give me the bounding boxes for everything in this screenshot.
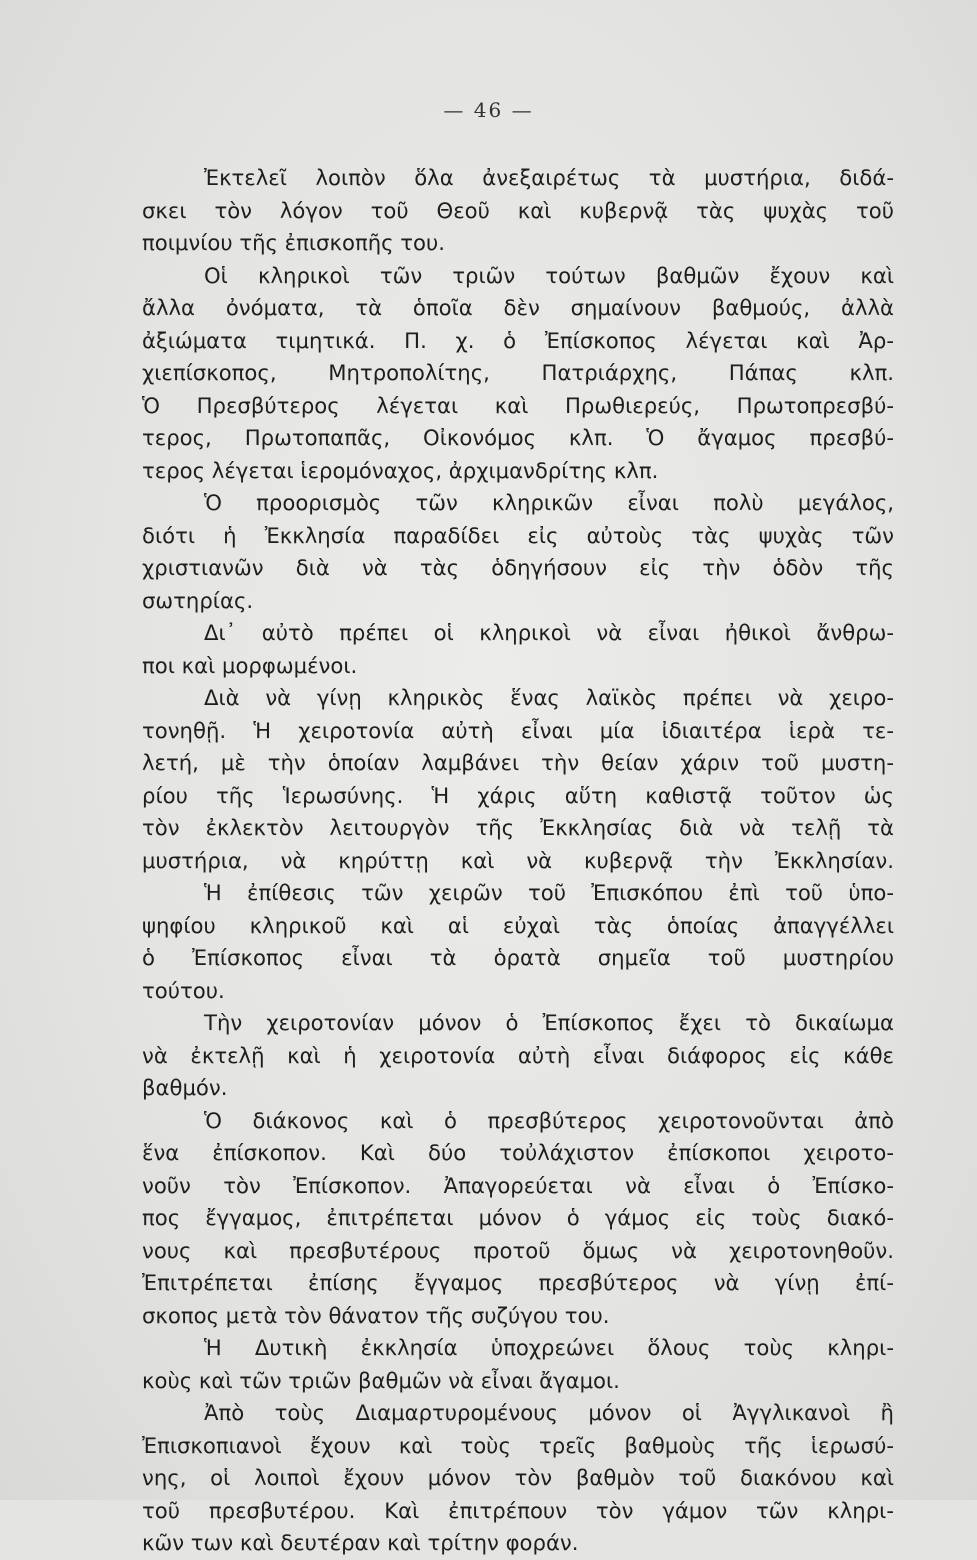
text-line: τερος, Πρωτοπαπᾶς, Οἰκονόμος κλπ. Ὁ ἄγαμος πρεσβύ- (142, 425, 894, 450)
text-line: Οἱ κληρικοὶ τῶν τριῶν τούτων βαθμῶν ἔχουν καὶ (204, 262, 894, 288)
text-line: ἄλλα ὀνόματα, τὰ ὁποῖα δὲν σημαίνουν βαθμούς, ἀλλὰ (142, 295, 894, 320)
text-line: Ἐκτελεῖ λοιπὸν ὅλα ἀνεξαιρέτως τὰ μυστήρια, διδά- (204, 165, 894, 190)
text-line: μυστήρια, νὰ κηρύττῃ καὶ νὰ κυβερνᾷ τὴν Ἐκκλησίαν. (142, 847, 894, 873)
text-line: τοῦ πρεσβυτέρου. Καὶ ἐπιτρέπουν τὸν γάμον τῶν κληρι- (142, 1497, 894, 1523)
text-line: διότι ἡ Ἐκκλησία παραδίδει εἰς αὐτοὺς τὰς ψυχὰς τῶν (142, 522, 894, 548)
text-line: λετή, μὲ τὴν ὁποίαν λαμβάνει τὴν θείαν χάριν τοῦ μυστη- (142, 750, 894, 775)
text-line: Ὁ διάκονος καὶ ὁ πρεσβύτερος χειροτονοῦνται ἀπὸ (204, 1107, 894, 1133)
text-line: Ὁ προορισμὸς τῶν κληρικῶν εἶναι πολὺ μεγάλος, (204, 490, 894, 515)
text-line: τούτου. (142, 977, 225, 1003)
body-text (142, 162, 894, 1560)
text-line: νὰ ἐκτελῇ καὶ ἡ χειροτονία αὐτὴ εἶναι διάφορος εἰς κάθε (142, 1042, 894, 1068)
text-line: ρίου τῆς Ἱερωσύνης. Ἡ χάρις αὕτη καθιστᾷ τοῦτον ὡς (142, 782, 894, 808)
text-line: Ἡ Δυτικὴ ἐκκλησία ὑποχρεώνει ὅλους τοὺς κληρι- (204, 1335, 894, 1360)
text-line: χριστιανῶν διὰ νὰ τὰς ὁδηγήσουν εἰς τὴν ὁδὸν τῆς (142, 555, 894, 580)
text-line: Διὰ νὰ γίνῃ κληρικὸς ἕνας λαϊκὸς πρέπει νὰ χειρο- (204, 685, 894, 710)
text-line: χιεπίσκοπος, Μητροπολίτης, Πατριάρχης, Πάπας κλπ. (142, 360, 894, 385)
text-line: Ἡ ἐπίθεσις τῶν χειρῶν τοῦ Ἐπισκόπου ἐπὶ τοῦ ὑπο- (204, 880, 894, 905)
text-line: πος ἔγγαμος, ἐπιτρέπεται μόνον ὁ γάμος εἰς τοὺς διακό- (142, 1205, 894, 1230)
text-line: τονηθῇ. Ἡ χειροτονία αὐτὴ εἶναι μία ἰδιαιτέρα ἱερὰ τε- (142, 717, 894, 743)
text-line: νοῦν τὸν Ἐπίσκοπον. Ἀπαγορεύεται νὰ εἶναι ὁ Ἐπίσκο- (142, 1172, 894, 1198)
text-line: σκει τὸν λόγον τοῦ Θεοῦ καὶ κυβερνᾷ τὰς ψυχὰς τοῦ (142, 197, 894, 223)
text-line: ὁ Ἐπίσκοπος εἶναι τὰ ὁρατὰ σημεῖα τοῦ μυστηρίου (142, 945, 894, 970)
text-line: τερος λέγεται ἱερομόναχος, ἀρχιμανδρίτης κλπ. (142, 457, 659, 483)
text-line: νους καὶ πρεσβυτέρους προτοῦ ὅμως νὰ χειροτονηθοῦν. (142, 1237, 894, 1263)
text-line: σκοπος μετὰ τὸν θάνατον τῆς συζύγου του. (142, 1302, 610, 1328)
text-line: Τὴν χειροτονίαν μόνον ὁ Ἐπίσκοπος ἔχει τὸ δικαίωμα (204, 1010, 894, 1035)
text-line: σωτηρίας. (142, 587, 254, 613)
text-line: Ὁ Πρεσβύτερος λέγεται καὶ Πρωθιερεύς, Πρωτοπρεσβύ- (142, 392, 894, 418)
text-line: Δι᾿ αὐτὸ πρέπει οἱ κληρικοὶ νὰ εἶναι ἠθικοὶ ἄνθρω- (204, 620, 894, 645)
page-number: — 46 — (443, 98, 534, 122)
text-line: βαθμόν. (142, 1075, 228, 1100)
text-line: ποι καὶ μορφωμένοι. (142, 652, 358, 678)
text-line: νης, οἱ λοιποὶ ἔχουν μόνον τὸν βαθμὸν τοῦ διακόνου καὶ (142, 1465, 894, 1490)
text-line: Ἐπισκοπιανοὶ ἔχουν καὶ τοὺς τρεῖς βαθμοὺς τῆς ἱερωσύ- (142, 1432, 894, 1458)
text-line: ψηφίου κληρικοῦ καὶ αἱ εὐχαὶ τὰς ὁποίας ἀπαγγέλλει (142, 912, 894, 938)
text-line: Ἀπὸ τοὺς Διαμαρτυρομένους μόνον οἱ Ἀγγλικανοὶ ἢ (204, 1400, 894, 1425)
text-line: κοὺς καὶ τῶν τριῶν βαθμῶν νὰ εἶναι ἄγαμοι. (142, 1367, 620, 1393)
text-line: κῶν των καὶ δευτέραν καὶ τρίτην φοράν. (142, 1530, 579, 1555)
text-line: ἕνα ἐπίσκοπον. Καὶ δύο τοὐλάχιστον ἐπίσκοποι χειροτο- (142, 1140, 894, 1165)
text-line: Ἐπιτρέπεται ἐπίσης ἔγγαμος πρεσβύτερος νὰ γίνῃ ἐπί- (142, 1270, 894, 1295)
text-line: τὸν ἐκλεκτὸν λειτουργὸν τῆς Ἐκκλησίας διὰ νὰ τελῇ τὰ (142, 815, 894, 840)
text-line: ἀξιώματα τιμητικά. Π. χ. ὁ Ἐπίσκοπος λέγεται καὶ Ἀρ- (142, 327, 894, 353)
text-line: ποιμνίου τῆς ἐπισκοπῆς του. (142, 230, 446, 255)
